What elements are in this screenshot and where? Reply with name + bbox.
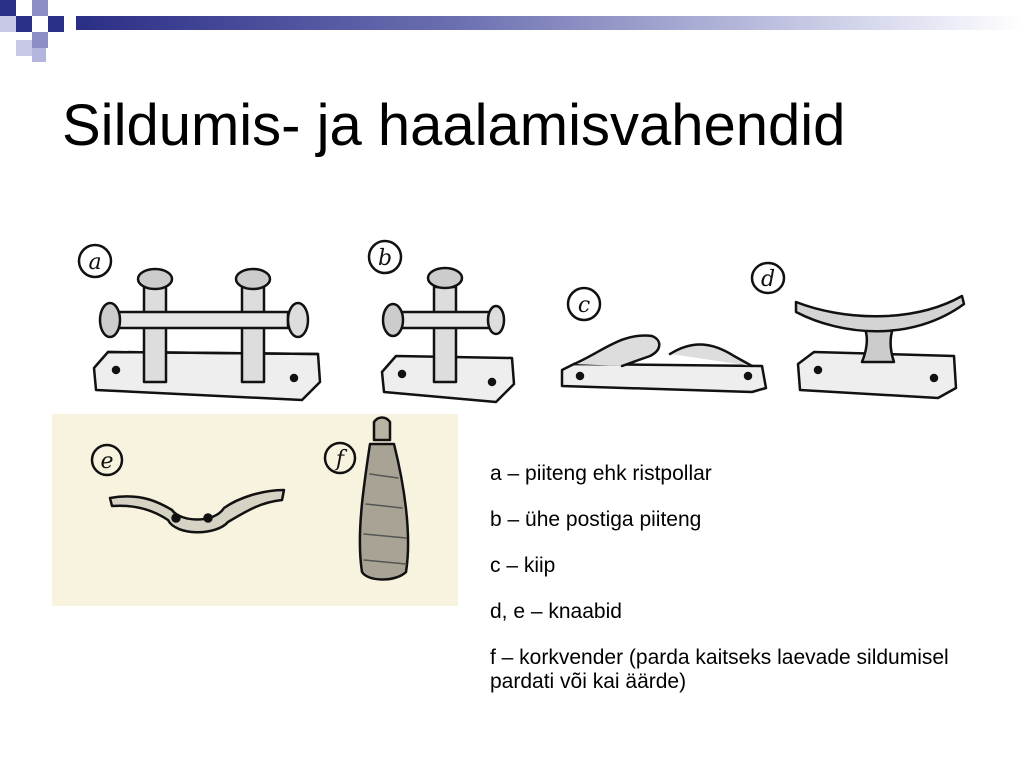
- legend: [490, 462, 990, 716]
- legend-item: d, e – knaabid: [490, 600, 622, 623]
- mooring-illustration-top: [62, 232, 974, 418]
- legend-item: a – piiteng ehk ristpollar: [490, 462, 712, 485]
- corner-decoration: [0, 0, 80, 64]
- cleat-drawing: [752, 263, 964, 398]
- legend-item: b – ühe postiga piiteng: [490, 508, 702, 531]
- figure-label-e: e: [100, 449, 114, 474]
- figure-label-b: b: [377, 246, 393, 271]
- figure-label-f: f: [335, 447, 345, 472]
- fairlead-drawing: [562, 288, 766, 392]
- legend-item: c – kiip: [490, 554, 556, 577]
- header-gradient-bar: [76, 16, 1024, 30]
- page-title: Sildumis- ja haalamisvahendid: [62, 93, 846, 158]
- figure-label-d: d: [760, 267, 776, 292]
- figure-label-c: c: [577, 293, 591, 318]
- mooring-illustration-bottom: [52, 414, 458, 606]
- figure-label-a: a: [88, 250, 102, 275]
- double-bollard-drawing: [79, 245, 320, 400]
- legend-item: f – korkvender (parda kaitseks laevade sildumisel pardati või kai äärde): [490, 646, 949, 693]
